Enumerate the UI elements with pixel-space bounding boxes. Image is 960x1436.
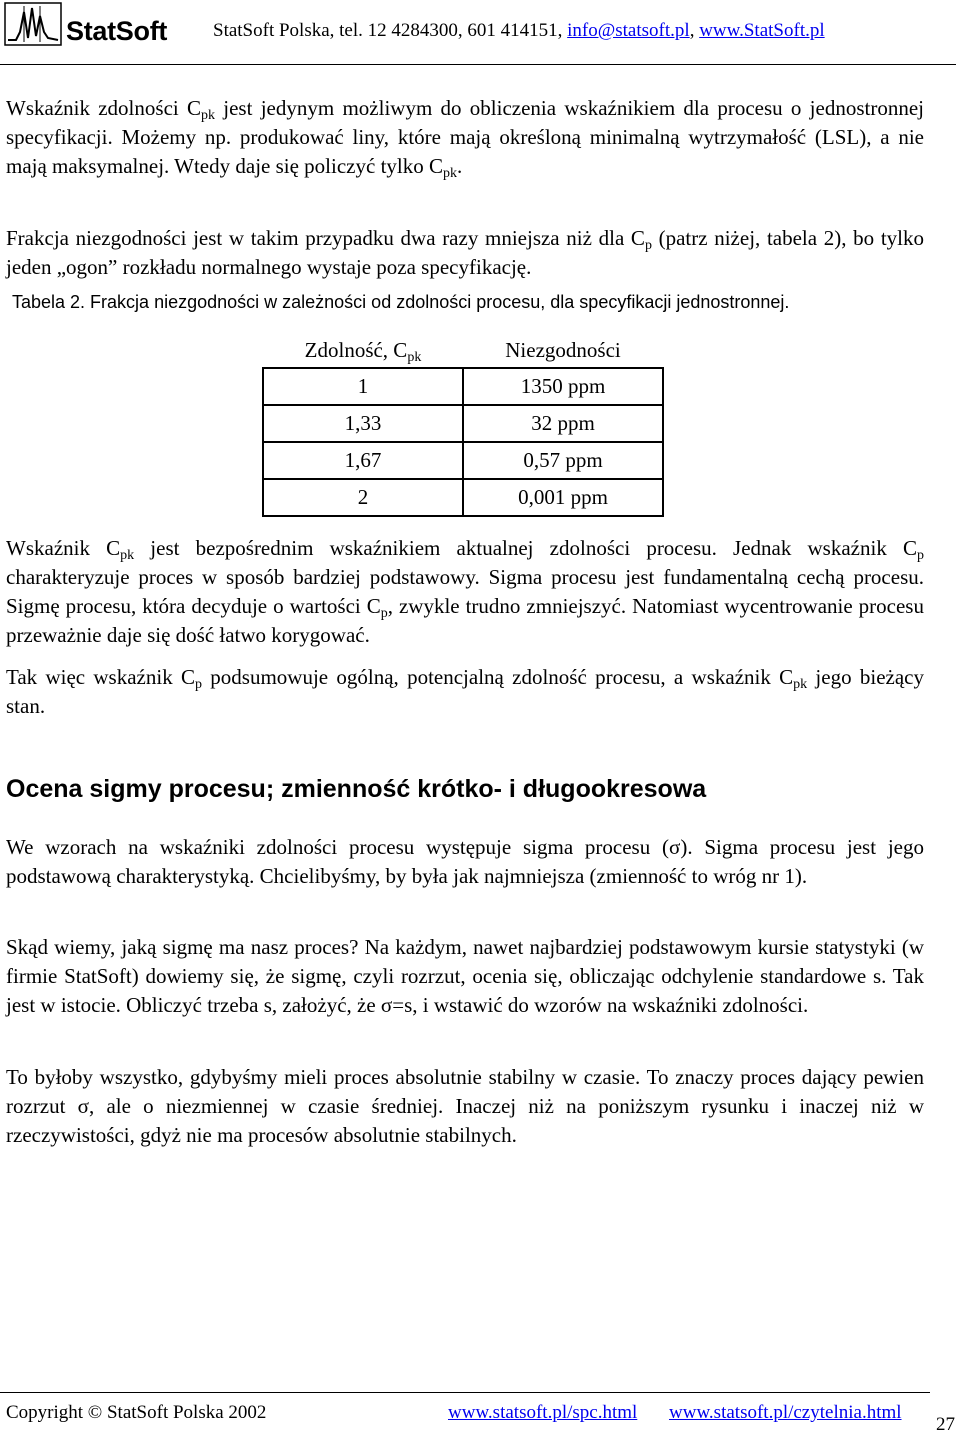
- capability-table: [262, 333, 664, 517]
- footer-divider: [0, 1392, 930, 1393]
- paragraph-summary: Tak więc wskaźnik $C_p$ podsumowuje ogólną, potencjalną zdolność procesu, a wskaźnik $C_{pk}$ jego bieżący stan.: [6, 665, 924, 718]
- page-number: 27: [936, 1414, 955, 1435]
- statsoft-logo: [4, 2, 194, 48]
- column-header-capability: Zdolność, $C_{pk}$: [304, 337, 422, 365]
- table-cell-nonconformities: 32 ppm: [463, 405, 663, 442]
- table-cell-capability: 1,67: [263, 442, 463, 479]
- table-cell-capability: 2: [263, 479, 463, 516]
- table-cell-capability: 1: [263, 368, 463, 405]
- table-cell-nonconformities: 0,57 ppm: [463, 442, 663, 479]
- logo-wordmark: StatSoft: [66, 16, 168, 46]
- table-cell-capability: 1,33: [263, 405, 463, 442]
- table-row: [263, 368, 663, 405]
- footer-link-czytelnia[interactable]: www.statsoft.pl/czytelnia.html: [669, 1402, 902, 1423]
- table-row: [263, 479, 663, 516]
- header-separator: ,: [689, 20, 700, 41]
- paragraph-nonconformity-fraction: Frakcja niezgodności jest w takim przypadku dwa razy mniejsza niż dla $C_p$ (patrz niżej, tabela 2), bo tylko jeden „ogon” rozkładu normalnego wystaje poza specyfikację.: [6, 226, 924, 279]
- column-header-nonconformities: Niezgodności: [505, 337, 621, 362]
- paragraph-sigma-estimation: Skąd wiemy, jaką sigmę ma nasz proces? Na każdym, nawet najbardziej podstawowym kursie statystyki (w firmie StatSoft) dowiemy się, że sigmę, czyli rozrzut, ocenia się, obliczając odchylenie standardowe s. Tak jest w istocie. Obliczyć trzeba s, założyć, że σ=s, i wstawić do wzorów na wskaźniki zdolności.: [6, 935, 924, 1017]
- paragraph-stability: To byłoby wszystko, gdybyśmy mieli proces absolutnie stabilny w czasie. To znaczy proces dający pewien rozrzut σ, ale o niezmiennej w czasie średniej. Inaczej niż na poniższym rysunku i inaczej niż w rzeczywistości, gdyż nie ma procesów absolutnie stabilnych.: [6, 1065, 924, 1147]
- header-contact-text: StatSoft Polska, tel. 12 4284300, 601 414151,: [213, 20, 568, 41]
- logo-chart-icon: [4, 2, 64, 46]
- footer-copyright: Copyright © StatSoft Polska 2002: [6, 1402, 267, 1423]
- paragraph-cpk-vs-cp: Wskaźnik $C_{pk}$ jest bezpośrednim wskaźnikiem aktualnej zdolności procesu. Jednak wskaźnik $C_p$ charakteryzuje proces w sposób bardziej podstawowy. Sigma procesu jest fundamentalną cechą procesu. Sigmę procesu, która decyduje o wartości $C_p$, zwykle trudno zmniejszyć. Natomiast wycentrowanie procesu przeważnie daje się dość łatwo korygować.: [6, 536, 924, 647]
- header-email-link[interactable]: info@statsoft.pl: [567, 20, 690, 41]
- page-header: [0, 0, 960, 70]
- header-contact: [213, 20, 825, 42]
- table-cell-nonconformities: 1350 ppm: [463, 368, 663, 405]
- paragraph-cpk-one-sided: Wskaźnik zdolności $C_{pk}$ jest jedynym możliwym do obliczenia wskaźnikiem dla procesu o jednostronnej specyfikacji. Możemy np. produkować liny, które mają określoną minimalną wytrzymałość (LSL), a nie mają maksymalnej. Wtedy daje się policzyć tylko $C_{pk}$.: [6, 96, 924, 181]
- header-divider: [0, 64, 956, 65]
- table-cell-nonconformities: 0,001 ppm: [463, 479, 663, 516]
- table-caption: Tabela 2. Frakcja niezgodności w zależności od zdolności procesu, dla specyfikacji jednostronnej.: [12, 292, 790, 312]
- table-row: [263, 442, 663, 479]
- header-website-link[interactable]: www.StatSoft.pl: [699, 20, 825, 41]
- table-header-row: [263, 333, 663, 368]
- footer-link-spc[interactable]: www.statsoft.pl/spc.html: [448, 1402, 638, 1423]
- paragraph-sigma-intro: We wzorach na wskaźniki zdolności procesu występuje sigma procesu (σ). Sigma procesu jest jego podstawową charakterystyką. Chcielibyśmy, by była jak najmniejsza (zmienność to wróg nr 1).: [6, 835, 924, 888]
- section-heading: Ocena sigmy procesu; zmienność krótko- i długookresowa: [6, 775, 707, 803]
- table-row: [263, 405, 663, 442]
